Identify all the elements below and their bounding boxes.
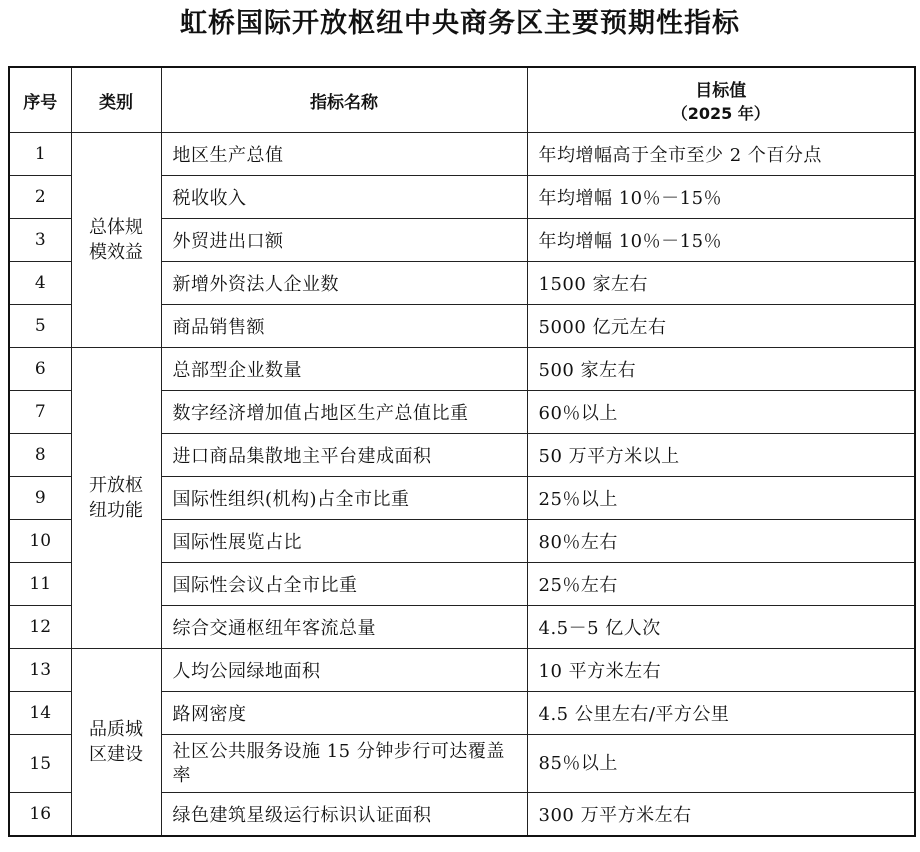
row-seq: 12 bbox=[9, 606, 71, 649]
header-name: 指标名称 bbox=[161, 67, 527, 133]
row-target: 80％左右 bbox=[527, 520, 915, 563]
table-row bbox=[9, 133, 915, 176]
row-seq: 13 bbox=[9, 649, 71, 692]
row-target: 年均增幅 10％－15％ bbox=[527, 176, 915, 219]
row-seq: 14 bbox=[9, 692, 71, 735]
indicator-table bbox=[8, 66, 916, 837]
row-seq: 4 bbox=[9, 262, 71, 305]
row-name bbox=[161, 735, 527, 793]
page-title: 虹桥国际开放枢纽中央商务区主要预期性指标 bbox=[180, 8, 740, 39]
row-target: 1500 家左右 bbox=[527, 262, 915, 305]
table-header-row bbox=[9, 67, 915, 133]
header-target-label: 目标值 bbox=[695, 81, 747, 101]
row-name: 国际性展览占比 bbox=[161, 520, 527, 563]
row-name: 税收收入 bbox=[161, 176, 527, 219]
row-name: 数字经济增加值占地区生产总值比重 bbox=[161, 391, 527, 434]
row-name: 地区生产总值 bbox=[161, 133, 527, 176]
row-name: 绿色建筑星级运行标识认证面积 bbox=[161, 793, 527, 837]
table-row bbox=[9, 348, 915, 391]
header-target bbox=[527, 67, 915, 133]
row-seq: 3 bbox=[9, 219, 71, 262]
row-seq: 8 bbox=[9, 434, 71, 477]
category-cell bbox=[71, 649, 161, 837]
row-target: 25％以上 bbox=[527, 477, 915, 520]
row-seq: 2 bbox=[9, 176, 71, 219]
row-name: 总部型企业数量 bbox=[161, 348, 527, 391]
row-name: 综合交通枢纽年客流总量 bbox=[161, 606, 527, 649]
category-cell bbox=[71, 348, 161, 649]
category-label: 开放枢纽功能 bbox=[89, 475, 143, 521]
row-seq: 10 bbox=[9, 520, 71, 563]
row-seq: 7 bbox=[9, 391, 71, 434]
row-name: 外贸进出口额 bbox=[161, 219, 527, 262]
category-label: 总体规模效益 bbox=[89, 217, 143, 263]
header-seq: 序号 bbox=[9, 67, 71, 133]
row-seq: 1 bbox=[9, 133, 71, 176]
row-seq: 11 bbox=[9, 563, 71, 606]
table-row bbox=[9, 649, 915, 692]
row-target: 85％以上 bbox=[527, 735, 915, 793]
row-target: 300 万平方米左右 bbox=[527, 793, 915, 837]
row-target: 5000 亿元左右 bbox=[527, 305, 915, 348]
row-name: 人均公园绿地面积 bbox=[161, 649, 527, 692]
category-label: 品质城区建设 bbox=[89, 719, 143, 765]
row-target: 年均增幅高于全市至少 2 个百分点 bbox=[527, 133, 915, 176]
row-seq: 16 bbox=[9, 793, 71, 837]
row-name: 国际性组织(机构)占全市比重 bbox=[161, 477, 527, 520]
row-name-text: 社区公共服务设施 15 分钟步行可达覆盖率 bbox=[172, 740, 505, 786]
row-name: 进口商品集散地主平台建成面积 bbox=[161, 434, 527, 477]
row-target: 4.5－5 亿人次 bbox=[527, 606, 915, 649]
category-cell bbox=[71, 133, 161, 348]
row-name: 路网密度 bbox=[161, 692, 527, 735]
row-seq: 9 bbox=[9, 477, 71, 520]
row-seq: 15 bbox=[9, 735, 71, 793]
row-target: 50 万平方米以上 bbox=[527, 434, 915, 477]
header-target-year: （2025 年） bbox=[671, 104, 770, 123]
row-target: 500 家左右 bbox=[527, 348, 915, 391]
row-name: 新增外资法人企业数 bbox=[161, 262, 527, 305]
row-name: 商品销售额 bbox=[161, 305, 527, 348]
row-target: 年均增幅 10％－15％ bbox=[527, 219, 915, 262]
row-name: 国际性会议占全市比重 bbox=[161, 563, 527, 606]
row-seq: 6 bbox=[9, 348, 71, 391]
row-seq: 5 bbox=[9, 305, 71, 348]
row-target: 10 平方米左右 bbox=[527, 649, 915, 692]
header-category: 类别 bbox=[71, 67, 161, 133]
row-target: 25％左右 bbox=[527, 563, 915, 606]
row-target: 4.5 公里左右/平方公里 bbox=[527, 692, 915, 735]
row-target: 60％以上 bbox=[527, 391, 915, 434]
